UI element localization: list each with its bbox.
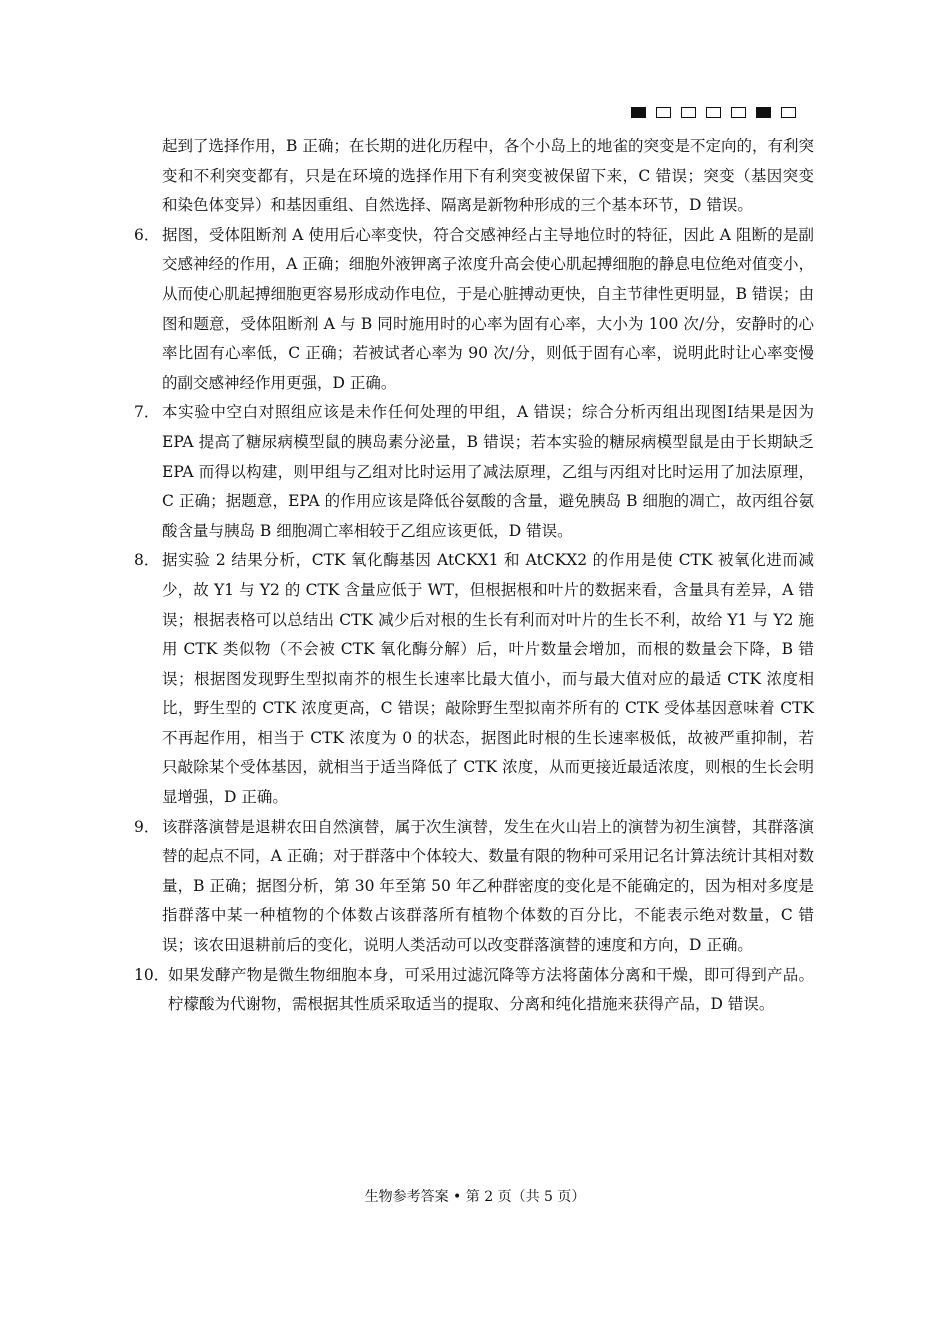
page-mark-filled-2 xyxy=(756,107,771,118)
answer-text: 如果发酵产物是微生物细胞本身，可采用过滤沉降等方法将菌体分离和干燥，即可得到产品。柠檬酸为代谢物，需根据其性质采取适当的提取、分离和纯化措施来获得产品，D 错误。 xyxy=(168,965,814,1014)
answer-text: 本实验中空白对照组应该是未作任何处理的甲组，A 错误；综合分析丙组出现图Ⅰ结果是因为 EPA 提高了糖尿病模型鼠的胰岛素分泌量，B 错误；若本实验的糖尿病模型鼠是由于长期缺乏 EPA 而得以构建，则甲组与乙组对比时运用了减法原理，乙组与丙组对比时运用了加法原理，C 正确；据题意，EPA 的作用应该是降低谷氨酸的含量，避免胰岛 B 细胞的凋亡，故丙组谷氨酸含量与胰岛 B 细胞凋亡率相较于乙组应该更低，D 错误。 xyxy=(162,403,814,540)
page-mark-empty xyxy=(731,107,746,118)
answer-number: 9． xyxy=(134,817,160,836)
page-mark-filled-1 xyxy=(631,107,646,118)
page-mark-empty xyxy=(706,107,721,118)
answer-9 xyxy=(134,813,814,961)
answer-5-continued xyxy=(134,132,814,221)
page-mark-empty xyxy=(681,107,696,118)
page-mark-empty xyxy=(656,107,671,118)
answer-text: 据实验 2 结果分析，CTK 氧化酶基因 AtCKX1 和 AtCKX2 的作用是使 CTK 被氧化进而减少，故 Y1 与 Y2 的 CTK 含量应低于 WT，但根据根和叶片的数据来看，含量具有差异，A 错误；根据表格可以总结出 CTK 减少后对根的生长有利而对叶片的生长不利，故给 Y1 与 Y2 施用 CTK 类似物（不会被 CTK 氧化酶分解）后，叶片数量会增加，而根的数量会下降，B 错误；根据图发现野生型拟南芥的根生长速率比最大值小，而与最大值对应的最适 CTK 浓度相比，野生型的 CTK 浓度更高，C 错误；敲除野生型拟南芥所有的 CTK 受体基因意味着 CTK 不再起作用，相当于 CTK 浓度为 0 的状态，据图此时根的生长速率极低，故被严重抑制，若只敲除某个受体基因，就相当于适当降低了 CTK 浓度，从而更接近最适浓度，则根的生长会明显增强，D 正确。 xyxy=(162,551,814,807)
answer-number: 6． xyxy=(134,225,160,244)
page-footer: 生物参考答案 • 第 2 页（共 5 页） xyxy=(364,1189,586,1205)
answer-text: 据图，受体阻断剂 A 使用后心率变快，符合交感神经占主导地位时的特征，因此 A 阻断的是副交感神经的作用，A 正确；细胞外液钾离子浓度升高会使心肌起搏细胞的静息电位绝对值变小，从而使心肌起搏细胞更容易形成动作电位，于是心脏搏动更快，自主节律性更明显，B 错误；由图和题意，受体阻断剂 A 与 B 同时施用时的心率为固有心率，大小为 100 次/分，安静时的心率比固有心率低，C 正确；若被试者心率为 90 次/分，则低于固有心率，说明此时让心率变慢的副交感神经作用更强，D 正确。 xyxy=(162,225,814,392)
answer-8 xyxy=(134,546,814,812)
answer-6 xyxy=(134,221,814,399)
answer-7 xyxy=(134,398,814,546)
answer-number: 7． xyxy=(134,403,160,422)
answer-text: 起到了选择作用，B 正确；在长期的进化历程中，各个小岛上的地雀的突变是不定向的，有利突变和不利突变都有，只是在环境的选择作用下有利突变被保留下来，C 错误；突变（基因突变和染色体变异）和基因重组、自然选择、隔离是新物种形成的三个基本环节，D 错误。 xyxy=(162,137,814,215)
answer-number: 10． xyxy=(134,965,170,984)
answer-text: 该群落演替是退耕农田自然演替，属于次生演替，发生在火山岩上的演替为初生演替，其群落演替的起点不同，A 正确；对于群落中个体较大、数量有限的物种可采用记名计算法统计其相对数量，B 正确；据图分析，第 30 年至第 50 年乙种群密度的变化是不能确定的，因为相对多度是指群落中某一种植物的个体数占该群落所有植物个体数的百分比，不能表示绝对数量，C 错误；该农田退耕前后的变化，说明人类活动可以改变群落演替的速度和方向，D 正确。 xyxy=(162,817,814,955)
header-page-marks xyxy=(631,107,796,118)
answer-content xyxy=(134,132,814,1020)
page-mark-empty xyxy=(781,107,796,118)
answer-10 xyxy=(134,961,814,1020)
answer-number: 8． xyxy=(134,551,160,570)
